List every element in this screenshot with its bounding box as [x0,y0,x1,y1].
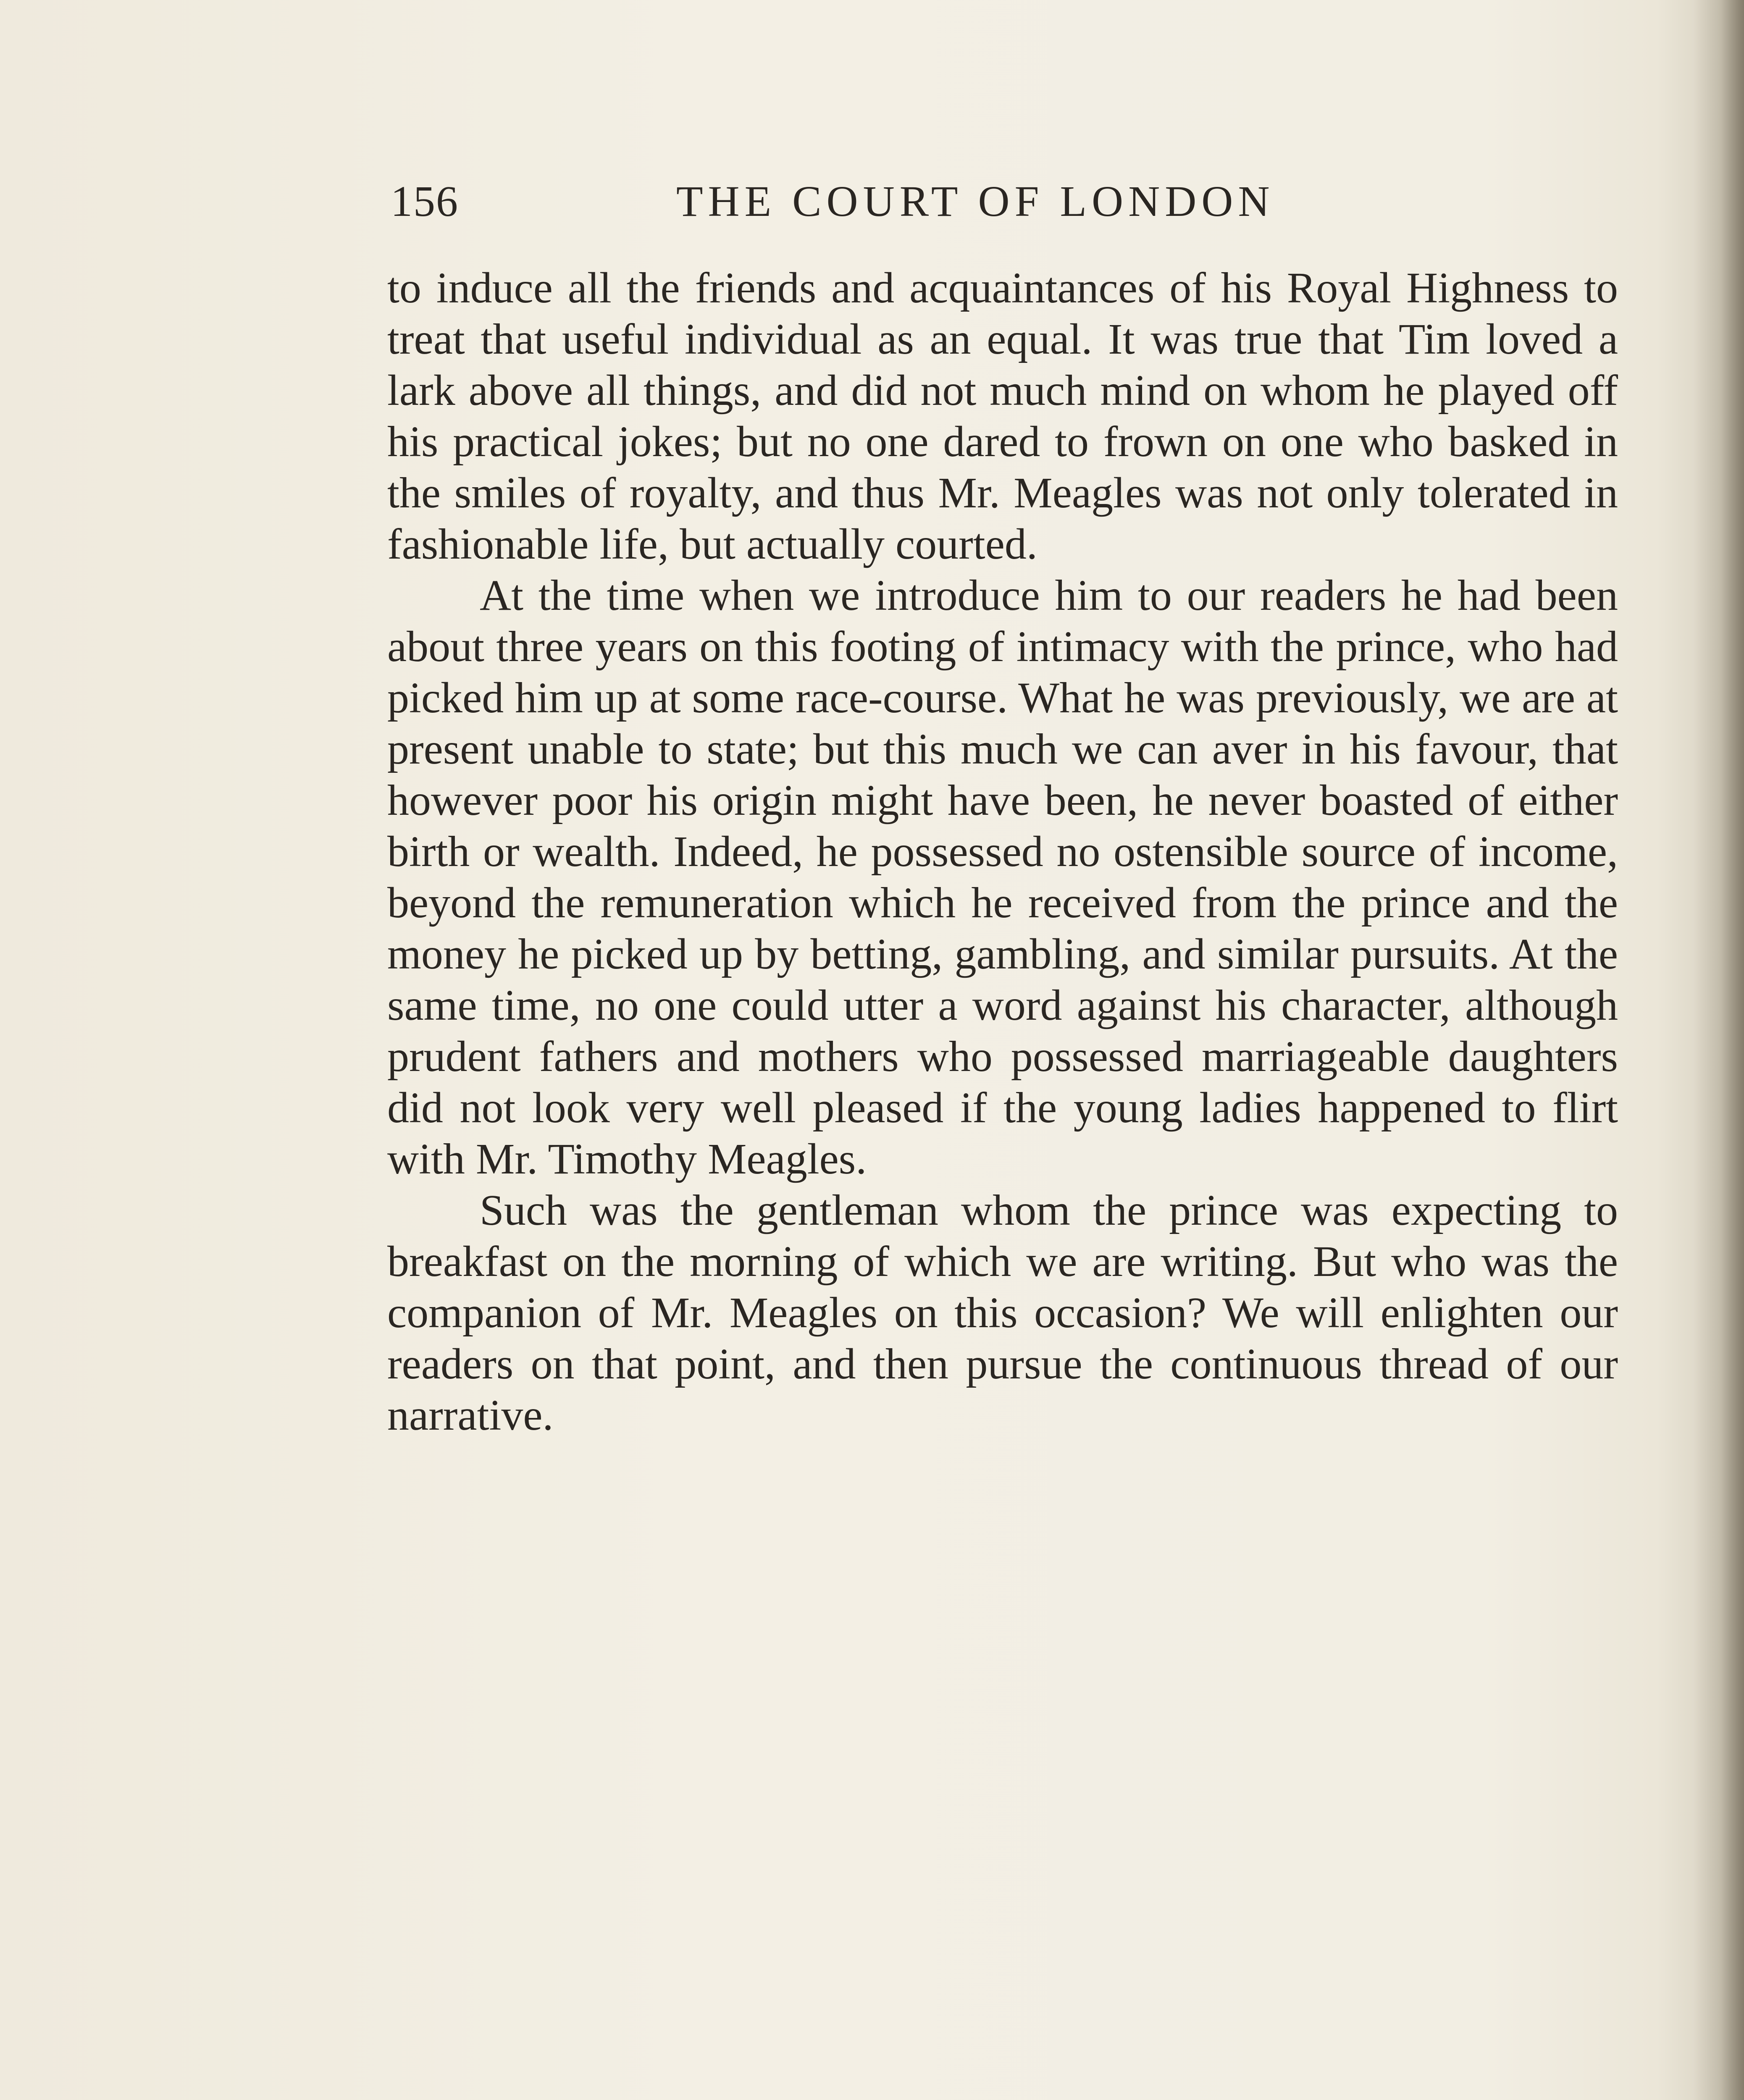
paragraph-2: At the time when we introduce him to our readers he had been about three years on this footing of intimacy with the prince, who had picked him up at some race-course. What he was previously, we are at present unable to state; but this much we can aver in his favour, that however poor his origin might have been, he never boasted of either birth or wealth. Indeed, he possessed no ostensible source of income, beyond the remuneration which he received from the prince and the money he picked up by betting, gambling, and similar pursuits. At the same time, no one could utter a word against his character, although prudent fathers and mothers who possessed marriageable daughters did not look very well pleased if the young ladies happened to flirt with Mr. Timothy Meagles. [387,571,1618,1183]
paragraph-3: Such was the gentleman whom the prince was expecting to breakfast on the morning of which we are writing. But who was the companion of Mr. Meagles on this occasion? We will enlighten our readers on that point, and then pursue the continuous thread of our narrative. [387,1186,1618,1439]
running-title: THE COURT OF LONDON [676,177,1275,226]
page-edge-shadow [1694,0,1744,2100]
page-number: 156 [391,177,459,226]
running-head [391,168,1617,235]
paragraph-1: to induce all the friends and acquaintances of his Royal Highness to treat that useful individual as an equal. It was true that Tim loved a lark above all things, and did not much mind on whom he played off his practical jokes; but no one dared to frown on one who basked in the smiles of royalty, and thus Mr. Meagles was not only tolerated in fashionable life, but actually courted. [387,264,1618,568]
body-text [387,262,1618,1441]
